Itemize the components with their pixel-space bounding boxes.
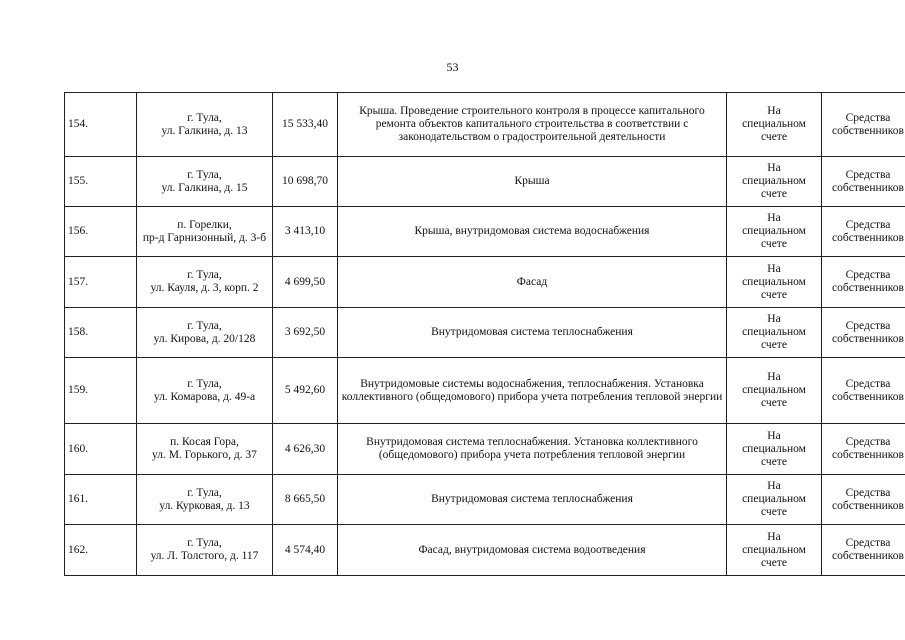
funding-method-line: специальном: [742, 442, 806, 455]
funding-source-line: собственников: [832, 332, 904, 345]
row-number-cell: [65, 525, 137, 576]
table-row: [65, 157, 905, 207]
area-cell: [273, 308, 338, 358]
funding-method-line: На: [767, 212, 781, 224]
funding-method-cell: [727, 525, 822, 576]
funding-method-line: На: [767, 530, 781, 543]
funding-method-cell: [727, 207, 822, 257]
table-row: [65, 308, 905, 358]
work-type: Внутридомовые системы водоснабжения, теплоснабжения. Установка коллективного (общедомового) прибора учета потребления тепловой энергии: [341, 377, 723, 403]
funding-method-cell: [727, 157, 822, 207]
funding-source-line: собственников: [832, 390, 904, 403]
funding-method-line: счете: [761, 506, 787, 518]
repair-program-table: [64, 92, 905, 576]
funding-method-line: На: [767, 105, 781, 117]
address-locality: г. Тула,: [187, 377, 222, 390]
funding-source-line: Средства: [845, 537, 891, 549]
work-type: Фасад, внутридомовая система водоотведения: [418, 543, 646, 556]
address-cell: [137, 525, 273, 576]
table-row: [65, 257, 905, 308]
area-value: 3 413,10: [284, 225, 326, 237]
row-number: 159.: [68, 384, 89, 396]
work-type: Внутридомовая система теплоснабжения: [431, 326, 633, 338]
address-locality: г. Тула,: [187, 319, 222, 332]
funding-method-line: специальном: [742, 225, 806, 237]
address-locality: г. Тула,: [187, 168, 222, 181]
area-cell: [273, 207, 338, 257]
row-number: 154.: [68, 118, 89, 130]
area-value: 8 665,50: [284, 493, 326, 505]
address-street: ул. М. Горького, д. 37: [152, 449, 257, 461]
area-value: 4 626,30: [284, 442, 326, 455]
funding-method-line: На: [767, 162, 781, 174]
row-number: 155.: [68, 175, 89, 187]
funding-source-line: Средства: [845, 111, 891, 124]
row-number-cell: [65, 93, 137, 157]
address-cell: [137, 257, 273, 308]
funding-source-line: собственников: [832, 124, 904, 137]
page-number: 53: [446, 60, 459, 74]
address-street: ул. Галкина, д. 15: [161, 181, 248, 194]
funding-method-line: счете: [761, 556, 787, 569]
funding-method-line: специальном: [742, 384, 806, 396]
address-street: ул. Комарова, д. 49-а: [153, 390, 256, 403]
address-cell: [137, 475, 273, 525]
funding-source-cell: [822, 358, 905, 424]
work-type: Крыша: [514, 175, 550, 187]
funding-method-line: счете: [761, 238, 787, 250]
address-locality: г. Тула,: [187, 111, 222, 124]
row-number-cell: [65, 358, 137, 424]
work-type: Фасад: [516, 275, 548, 288]
address-cell: [137, 358, 273, 424]
table-row: [65, 358, 905, 424]
funding-method-line: счете: [761, 288, 787, 301]
funding-method-line: специальном: [742, 175, 806, 187]
funding-source-line: собственников: [832, 181, 904, 194]
row-number: 157.: [68, 275, 89, 288]
funding-method-cell: [727, 93, 822, 157]
address-street: ул. Л. Толстого, д. 117: [150, 550, 259, 562]
table-body: [65, 93, 905, 576]
area-cell: [273, 93, 338, 157]
address-locality: п. Горелки,: [177, 218, 232, 231]
funding-method-line: специальном: [742, 275, 806, 288]
area-cell: [273, 424, 338, 475]
row-number: 162.: [68, 543, 89, 556]
work-type-cell: [338, 308, 727, 358]
address-street: пр-д Гарнизонный, д. 3-б: [142, 231, 267, 244]
row-number: 161.: [68, 493, 89, 505]
funding-source-cell: [822, 157, 905, 207]
work-type-cell: [338, 257, 727, 308]
funding-method-line: специальном: [742, 493, 806, 505]
row-number-cell: [65, 475, 137, 525]
address-cell: [137, 424, 273, 475]
address-cell: [137, 93, 273, 157]
work-type: Внутридомовая система теплоснабжения. Установка коллективного (общедомового) прибора учета потребления тепловой энергии: [366, 436, 698, 461]
work-type-cell: [338, 358, 727, 424]
funding-method-cell: [727, 308, 822, 358]
row-number: 158.: [68, 326, 89, 338]
funding-method-line: На: [767, 262, 781, 275]
work-type-cell: [338, 157, 727, 207]
address-cell: [137, 308, 273, 358]
table-row: [65, 525, 905, 576]
area-cell: [273, 257, 338, 308]
funding-source-cell: [822, 424, 905, 475]
funding-method-line: счете: [761, 455, 787, 468]
area-cell: [273, 475, 338, 525]
funding-source-cell: [822, 93, 905, 157]
funding-source-cell: [822, 207, 905, 257]
table-row: [65, 424, 905, 475]
funding-source-line: собственников: [832, 550, 904, 562]
funding-source-cell: [822, 257, 905, 308]
funding-source-line: Средства: [845, 218, 891, 231]
funding-source-line: Средства: [845, 269, 891, 281]
funding-method-line: На: [767, 480, 781, 492]
work-type-cell: [338, 525, 727, 576]
row-number-cell: [65, 424, 137, 475]
address-locality: г. Тула,: [187, 537, 222, 549]
area-cell: [273, 525, 338, 576]
funding-method-line: счете: [761, 397, 787, 409]
area-value: 5 492,60: [284, 384, 326, 396]
funding-method-line: На: [767, 429, 781, 442]
funding-method-line: счете: [761, 188, 787, 200]
row-number: 160.: [68, 442, 89, 455]
address-locality: г. Тула,: [187, 269, 222, 281]
funding-method-line: На: [767, 371, 781, 383]
work-type: Крыша, внутридомовая система водоснабжения: [414, 225, 650, 237]
address-street: ул. Галкина, д. 13: [161, 124, 248, 137]
funding-source-line: Средства: [845, 486, 891, 499]
funding-source-line: собственников: [832, 449, 904, 461]
funding-method-line: счете: [761, 131, 787, 143]
area-value: 4 574,40: [284, 543, 326, 556]
area-cell: [273, 157, 338, 207]
row-number-cell: [65, 207, 137, 257]
funding-method-line: На: [767, 313, 781, 325]
table-row: [65, 207, 905, 257]
address-cell: [137, 207, 273, 257]
funding-source-cell: [822, 525, 905, 576]
row-number-cell: [65, 157, 137, 207]
funding-source-line: Средства: [845, 436, 891, 448]
funding-method-line: специальном: [742, 543, 806, 556]
work-type-cell: [338, 93, 727, 157]
table-row: [65, 93, 905, 157]
area-value: 3 692,50: [284, 326, 326, 338]
work-type: Крыша. Проведение строительного контроля в процессе капитального ремонта объектов капитального строительства в соответствии с законодательством о градостроительной деятельности: [359, 105, 705, 143]
work-type-cell: [338, 207, 727, 257]
area-cell: [273, 358, 338, 424]
address-street: ул. Кауля, д. 3, корп. 2: [150, 282, 259, 294]
funding-method-line: специальном: [742, 118, 806, 130]
row-number-cell: [65, 257, 137, 308]
funding-method-cell: [727, 424, 822, 475]
row-number: 156.: [68, 225, 89, 237]
funding-method-line: счете: [761, 339, 787, 351]
funding-source-cell: [822, 308, 905, 358]
work-type-cell: [338, 424, 727, 475]
address-cell: [137, 157, 273, 207]
address-locality: г. Тула,: [187, 486, 222, 499]
area-value: 10 698,70: [282, 175, 328, 187]
table-row: [65, 475, 905, 525]
funding-source-line: Средства: [845, 377, 891, 390]
funding-method-line: специальном: [742, 326, 806, 338]
area-value: 4 699,50: [284, 275, 326, 288]
funding-source-line: Средства: [845, 168, 891, 181]
address-street: ул. Курковая, д. 13: [159, 499, 250, 512]
funding-method-cell: [727, 475, 822, 525]
funding-source-line: Средства: [845, 319, 891, 332]
funding-source-line: собственников: [832, 231, 904, 244]
work-type: Внутридомовая система теплоснабжения: [431, 493, 633, 505]
funding-method-cell: [727, 358, 822, 424]
area-value: 15 533,40: [282, 118, 328, 130]
funding-method-cell: [727, 257, 822, 308]
row-number-cell: [65, 308, 137, 358]
work-type-cell: [338, 475, 727, 525]
funding-source-line: собственников: [832, 282, 904, 294]
funding-source-line: собственников: [832, 499, 904, 512]
address-locality: п. Косая Гора,: [170, 436, 239, 448]
address-street: ул. Кирова, д. 20/128: [153, 332, 256, 345]
funding-source-cell: [822, 475, 905, 525]
